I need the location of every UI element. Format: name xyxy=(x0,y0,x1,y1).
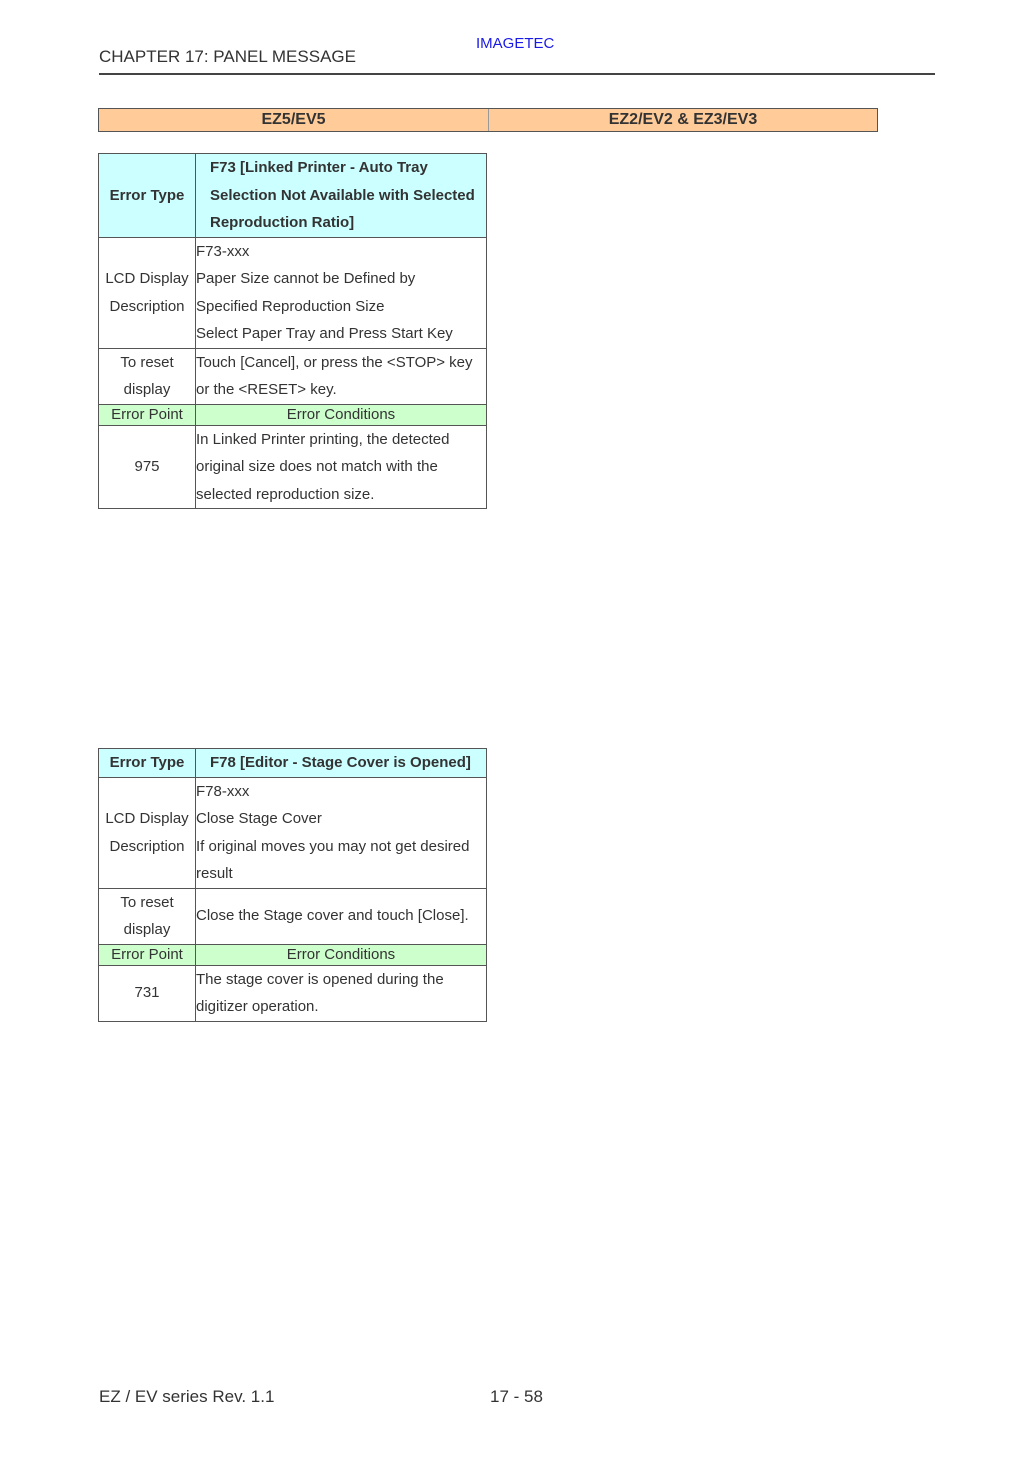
label-line: LCD Display xyxy=(105,810,189,827)
conditions-header-row xyxy=(99,404,487,425)
reset-label xyxy=(99,888,196,944)
lcd-display-row xyxy=(99,777,487,888)
reset-row xyxy=(99,348,487,404)
error-conditions-header: Error Conditions xyxy=(196,404,487,425)
label-line: display xyxy=(123,381,171,398)
error-condition-text xyxy=(196,425,487,509)
reset-label xyxy=(99,348,196,404)
error-type-label: Error Type xyxy=(99,749,196,778)
lcd-line: F73-xxx xyxy=(196,242,250,260)
lcd-line: Paper Size cannot be Defined by xyxy=(196,270,416,287)
chapter-title: CHAPTER 17: PANEL MESSAGE xyxy=(99,47,356,66)
lcd-display-text xyxy=(196,777,487,888)
error-table-f73 xyxy=(98,153,487,509)
footer-page-number: 17 - 58 xyxy=(490,1387,543,1406)
lcd-line: Close Stage Cover xyxy=(196,810,322,827)
header-divider xyxy=(99,73,935,75)
brand-name: IMAGETEC xyxy=(476,35,555,52)
condition-line: original size does not match with the xyxy=(196,458,438,475)
error-type-title xyxy=(196,154,487,238)
error-point-value: 975 xyxy=(99,425,196,509)
condition-line: selected reproduction size. xyxy=(196,485,375,503)
error-conditions-header: Error Conditions xyxy=(196,944,487,965)
condition-line: The stage cover is opened during the xyxy=(196,970,444,988)
error-title-line: Reproduction Ratio] xyxy=(210,214,355,231)
label-line: LCD Display xyxy=(105,270,189,287)
error-type-row xyxy=(99,749,487,778)
lcd-line: result xyxy=(196,865,233,882)
reset-line: Close the Stage cover and touch [Close]. xyxy=(196,907,469,925)
error-point-value: 731 xyxy=(99,965,196,1021)
label-line: To reset xyxy=(120,353,174,371)
lcd-line: F78-xxx xyxy=(196,782,250,800)
label-line: Description xyxy=(109,837,185,855)
lcd-display-label xyxy=(99,237,196,348)
lcd-line: If original moves you may not get desired xyxy=(196,837,470,855)
reset-line: Touch [Cancel], or press the <STOP> key xyxy=(196,353,473,371)
error-title-line: F78 [Editor - Stage Cover is Opened] xyxy=(210,754,471,771)
model-left-label: EZ5/EV5 xyxy=(99,109,489,131)
reset-line: or the <RESET> key. xyxy=(196,381,337,398)
lcd-line: Select Paper Tray and Press Start Key xyxy=(196,325,453,342)
label-line: To reset xyxy=(120,893,174,911)
error-table-f78 xyxy=(98,748,487,1022)
error-condition-text xyxy=(196,965,487,1021)
lcd-display-label xyxy=(99,777,196,888)
reset-text xyxy=(196,348,487,404)
lcd-line: Specified Reproduction Size xyxy=(196,297,385,315)
condition-row xyxy=(99,965,487,1021)
label-line: display xyxy=(123,921,171,938)
error-point-header: Error Point xyxy=(99,944,196,965)
lcd-display-row xyxy=(99,237,487,348)
condition-line: digitizer operation. xyxy=(196,998,319,1015)
error-type-title xyxy=(196,749,487,778)
conditions-header-row xyxy=(99,944,487,965)
error-title-line: Selection Not Available with Selected xyxy=(210,186,475,204)
reset-text xyxy=(196,888,487,944)
model-right-label: EZ2/EV2 & EZ3/EV3 xyxy=(608,111,758,128)
footer-series: EZ / EV series Rev. 1.1 xyxy=(99,1387,275,1406)
model-header-bar xyxy=(98,108,878,132)
label-line: Description xyxy=(109,297,185,315)
lcd-display-text xyxy=(196,237,487,348)
error-point-header: Error Point xyxy=(99,404,196,425)
error-type-row xyxy=(99,154,487,238)
reset-row xyxy=(99,888,487,944)
error-title-line: F73 [Linked Printer - Auto Tray xyxy=(210,159,428,176)
condition-line: In Linked Printer printing, the detected xyxy=(196,430,450,448)
error-type-label: Error Type xyxy=(99,154,196,238)
condition-row xyxy=(99,425,487,509)
